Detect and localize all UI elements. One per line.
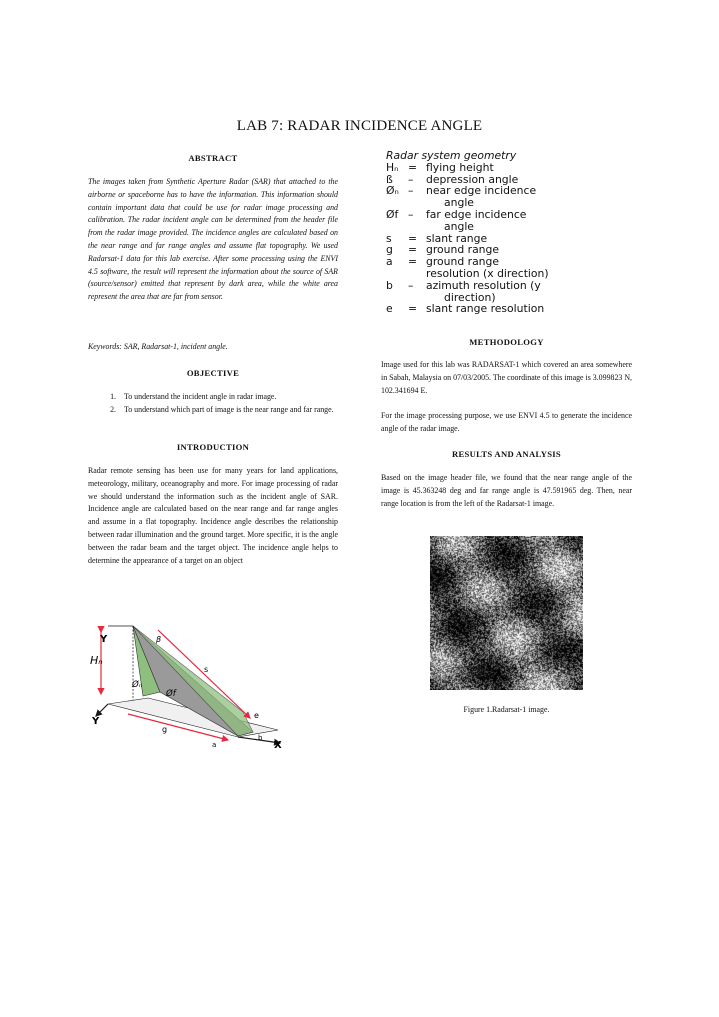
legend-eq: = <box>408 255 418 269</box>
methodology-heading: METHODOLOGY <box>469 337 544 347</box>
legend-desc: ground range <box>426 243 500 257</box>
label-of: Øf <box>166 689 176 699</box>
objective-list <box>88 391 338 416</box>
legend-sym: Øₙ <box>386 184 399 198</box>
legend-row <box>386 185 601 197</box>
introduction-heading: INTRODUCTION <box>176 442 250 452</box>
label-x: X <box>274 740 282 750</box>
legend-continuation: angle <box>444 219 474 233</box>
legend-desc: ground range <box>426 255 500 269</box>
legend-sym: s <box>386 231 392 245</box>
radarsat-image <box>430 536 583 690</box>
label-y-bottom: Y <box>92 716 100 727</box>
label-hn: Hₙ <box>90 654 103 667</box>
radar-geometry-diagram <box>88 612 288 750</box>
legend-eq: – <box>408 207 414 221</box>
legend-sym: Øf <box>386 207 399 221</box>
introduction-text: Radar remote sensing has been use for many years for land applications, meteorology, military, oceanography and more. For image processing of radar we should understand the information such as the incident angle of SAR. Incidence angle are calculated based on the near range and far range angles and assume in a flat topography. Incidence angle describes the relationship between radar illumination and the ground target. More specific, it is the angle between the radar beam and the target object. The incidence angle helps to determine the appearance of a target on an object <box>88 466 338 565</box>
label-y-top: Y <box>100 634 108 645</box>
legend-eq: = <box>408 243 418 257</box>
page-title: LAB 7: RADAR INCIDENCE ANGLE <box>236 118 483 134</box>
legend-eq: = <box>408 302 418 316</box>
label-on: Øₙ <box>132 680 143 690</box>
legend-eq: – <box>408 172 414 186</box>
radar-geometry-legend <box>386 150 601 315</box>
legend-eq: – <box>408 184 414 198</box>
abstract-heading: ABSTRACT <box>188 153 238 163</box>
methodology-paragraph-1: Image used for this lab was RADARSAT-1 which covered an area somewhere in Sabah, Malaysia on 07/03/2005. The coordinate of this image is 3.099823 N, 102.341694 E. <box>381 360 633 395</box>
legend-desc: flying height <box>426 160 494 174</box>
legend-sym: Hₙ <box>386 160 399 174</box>
legend-desc: depression angle <box>426 172 519 186</box>
label-b: b <box>258 734 263 742</box>
figure-caption: Figure 1.Radarsat-1 image. <box>463 705 550 714</box>
legend-continuation: resolution (x direction) <box>426 266 549 280</box>
label-a: a <box>212 741 217 749</box>
label-e: e <box>254 711 259 720</box>
legend-row <box>386 162 601 174</box>
results-text: Based on the image header file, we found that the near range angle of the image is 45.363248 deg and far range angle is 47.591965 deg. Then, near range location is from the left of the Radarsat-1 image. <box>381 473 632 508</box>
legend-row <box>386 280 601 292</box>
legend-sym: b <box>386 278 393 292</box>
legend-desc: slant range resolution <box>426 302 545 316</box>
legend-eq: = <box>408 160 418 174</box>
objective-heading: OBJECTIVE <box>186 368 240 378</box>
legend-desc: near edge incidence <box>426 184 537 198</box>
label-s: s <box>204 665 209 674</box>
keywords: Keywords: SAR, Radarsat-1, incident angle. <box>88 342 228 351</box>
legend-eq: = <box>408 231 418 245</box>
legend-row <box>386 303 601 315</box>
objective-item: 1. To understand the incident angle in radar image. <box>118 391 338 404</box>
methodology-paragraph-2: For the image processing purpose, we use ENVI 4.5 to generate the incidence angle of the radar image. <box>381 411 632 433</box>
legend-sym: g <box>386 243 393 257</box>
label-beta: β <box>156 635 162 644</box>
legend-eq: – <box>408 278 414 292</box>
legend-sym: ß <box>386 172 393 186</box>
label-g: g <box>162 725 168 734</box>
legend-sym: e <box>386 302 393 316</box>
objective-item: 2. To understand which part of image is the near range and far range. <box>118 404 338 417</box>
legend-continuation: direction) <box>444 290 496 304</box>
legend-title: Radar system geometry <box>386 149 517 162</box>
legend-desc: far edge incidence <box>426 207 527 221</box>
abstract-text: The images taken from Synthetic Aperture Radar (SAR) that attached to the airborne or spaceborne has to have the information. This information should contain important data that could be use for radar image processing and calibration. The radar incident angle can be determined from the header file from the radar image provided. The incidence angles are calculated based on the near range and far range angles and assume flat topography. We used Radarsat-1 data for this lab exercise. After some processing using the ENVI 4.5 software, the result will represent the information about the source of SAR (source/sensor) emitted that represent by dark area, while the white area represent the area that are far from sensor. <box>88 177 338 302</box>
legend-desc: slant range <box>426 231 488 245</box>
legend-sym: a <box>386 255 393 269</box>
legend-row <box>386 209 601 221</box>
results-heading: RESULTS AND ANALYSIS <box>451 449 561 459</box>
legend-continuation: angle <box>444 196 474 210</box>
y-axis-arrow <box>96 704 108 716</box>
legend-desc: azimuth resolution (y <box>426 278 541 292</box>
